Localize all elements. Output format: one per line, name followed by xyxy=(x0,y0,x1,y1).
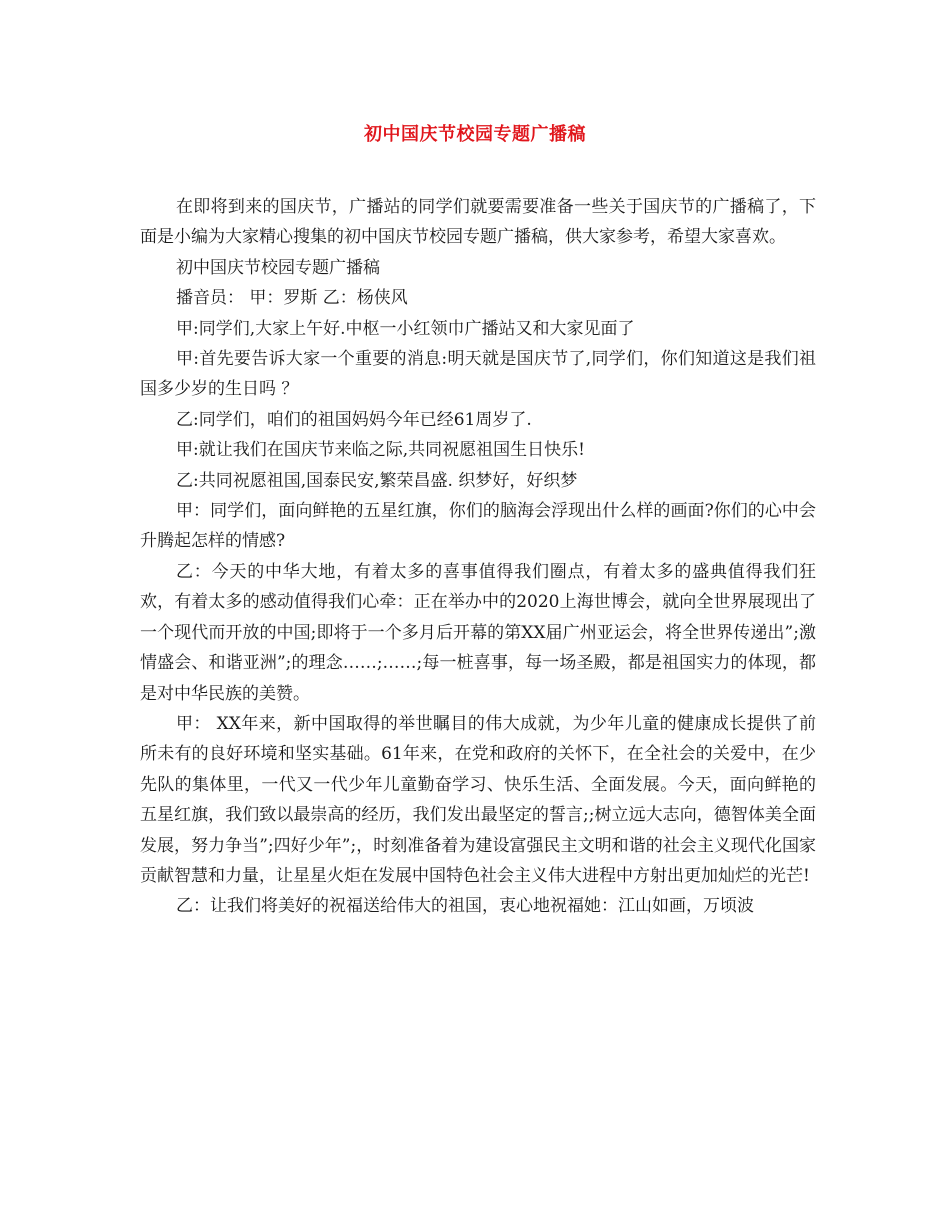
paragraph-dialogue: 甲:同学们,大家上午好.中枢一小红领巾广播站又和大家见面了 xyxy=(176,318,635,339)
paragraph-dialogue: 甲:就让我们在国庆节来临之际,共同祝愿祖国生日快乐! xyxy=(176,440,585,461)
document-title: 初中国庆节校园专题广播稿 xyxy=(364,124,586,145)
paragraph-heading: 初中国庆节校园专题广播稿 xyxy=(176,257,380,278)
paragraph-dialogue: 乙：今天的中华大地，有着太多的喜事值得我们圈点，有着太多的盛典值得我们狂欢，有着太多的感动值得我们心牵：正在举办中的2020上海世博会，就向全世界展现出了一个现代而开放的中国;即将于一个多月后开幕的第XX届广州亚运会，将全世界传递出”;激情盛会、和谐亚洲”;的理念……;……;每一桩喜事，每一场圣殿，都是祖国实力的体现，都是对中华民族的美赞。 xyxy=(140,561,816,704)
paragraph-dialogue: 乙:共同祝愿祖国,国泰民安,繁荣昌盛. 织梦好，好织梦 xyxy=(176,470,578,491)
document-body xyxy=(140,192,816,922)
paragraph-announcers: 播音员： 甲：罗斯 乙：杨侠风 xyxy=(176,288,408,309)
paragraph-dialogue: 甲：同学们，面向鲜艳的五星红旗，你们的脑海会浮现出什么样的画面?你们的心中会升腾起怎样的情感? xyxy=(140,501,816,552)
paragraph-intro: 在即将到来的国庆节，广播站的同学们就要需要准备一些关于国庆节的广播稿了，下面是小编为大家精心搜集的初中国庆节校园专题广播稿，供大家参考，希望大家喜欢。 xyxy=(140,197,816,248)
paragraph-dialogue: 甲:首先要告诉大家一个重要的消息:明天就是国庆节了,同学们，你们知道这是我们祖国多少岁的生日吗 ？ xyxy=(140,349,816,400)
paragraph-dialogue: 乙:同学们，咱们的祖国妈妈今年已经61周岁了. xyxy=(176,409,532,430)
paragraph-dialogue: 甲： XX年来，新中国取得的举世瞩目的伟大成就，为少年儿童的健康成长提供了前所未有的良好环境和坚实基础。61年来，在党和政府的关怀下，在全社会的关爱中，在少先队的集体里，一代又一代少年儿童勤奋学习、快乐生活、全面发展。今天，面向鲜艳的五星红旗，我们致以最崇高的经历，我们发出最坚定的誓言;;树立远大志向，德智体美全面发展，努力争当”;四好少年”;，时刻准备着为建设富强民主文明和谐的社会主义现代化国家贡献智慧和力量，让星星火炬在发展中国特色社会主义伟大进程中方射出更加灿烂的光芒! xyxy=(140,713,816,886)
paragraph-dialogue: 乙：让我们将美好的祝福送给伟大的祖国，衷心地祝福她：江山如画，万顷波 xyxy=(176,896,754,917)
